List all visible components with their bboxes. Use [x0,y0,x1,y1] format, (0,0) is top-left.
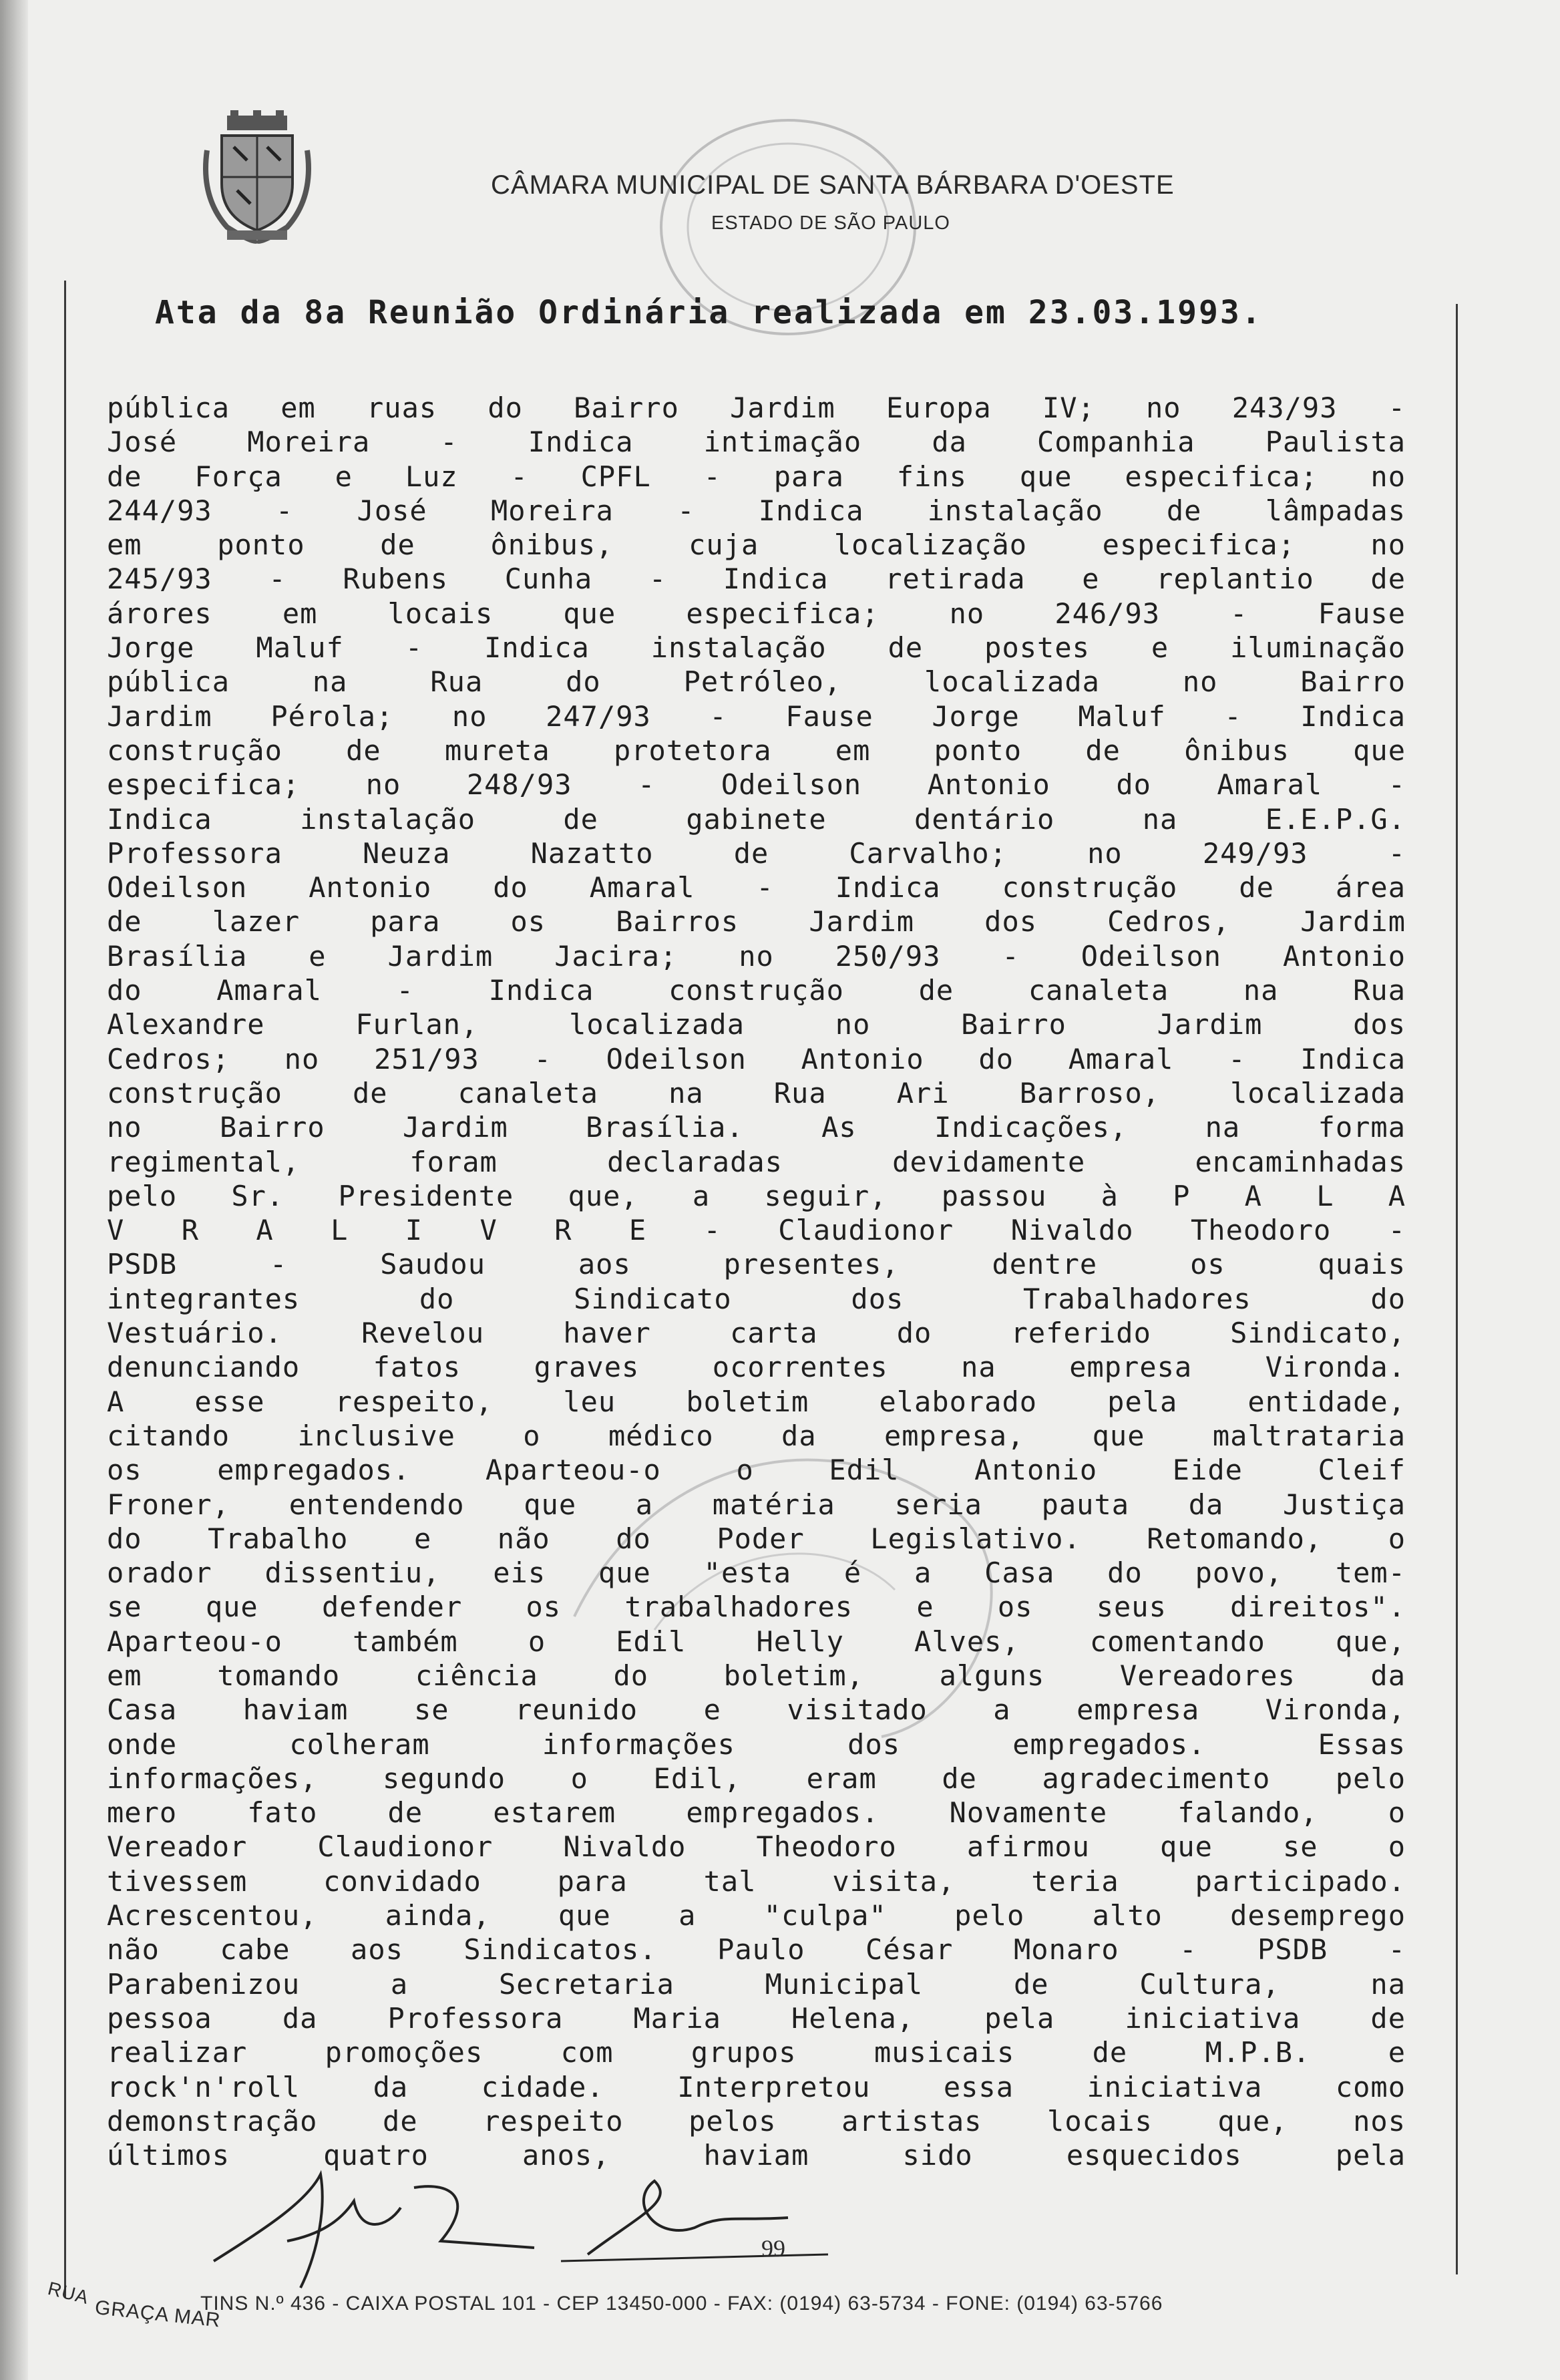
body-line: 244/93 - José Moreira - Indica instalação de lâmpadas [107,494,1406,527]
body-line: Odeilson Antonio do Amaral - Indica construção de área [107,871,1406,904]
minutes-title: Ata da 8a Reunião Ordinária realizada em 23.03.1993. [155,294,1263,331]
body-line: Parabenizou a Secretaria Municipal de Cultura, na [107,1967,1406,2001]
body-line: Acrescentou, ainda, que a "culpa" pelo alto desemprego [107,1899,1406,1932]
body-line: onde colheram informações dos empregados. Essas [107,1727,1406,1761]
body-line: PSDB - Saudou aos presentes, dentre os quais [107,1248,1406,1281]
body-line: árores em locais que especifica; no 246/93 - Fause [107,597,1406,630]
body-line: Alexandre Furlan, localizada no Bairro Jardim dos [107,1008,1406,1041]
chamber-name: CÂMARA MUNICIPAL DE SANTA BÁRBARA D'OESTE [491,170,1175,200]
footer-rua: RUA [45,2278,91,2309]
right-margin-line [1456,304,1458,2274]
body-line: pessoa da Professora Maria Helena, pela iniciativa de [107,2001,1406,2035]
body-line: informações, segundo o Edil, eram de agradecimento pelo [107,1761,1406,1795]
body-line: pelo Sr. Presidente que, a seguir, passou à P A L A [107,1179,1406,1212]
body-line: do Amaral - Indica construção de canaleta na Rua [107,974,1406,1007]
body-line: Indica instalação de gabinete dentário na E.E.P.G. [107,802,1406,836]
body-line: realizar promoções com grupos musicais de M.P.B. e [107,2036,1406,2069]
municipal-coat-of-arms-icon [200,110,314,244]
body-line: em ponto de ônibus, cuja localização especifica; no [107,528,1406,562]
body-line: tivessem convidado para tal visita, teria participado. [107,1864,1406,1898]
left-margin-line [64,281,66,2298]
body-line: especifica; no 248/93 - Odeilson Antonio do Amaral - [107,768,1406,802]
body-line: não cabe aos Sindicatos. Paulo César Monaro - PSDB - [107,1933,1406,1967]
body-line: pública na Rua do Petróleo, localizada no Bairro [107,665,1406,699]
body-line: Vereador Claudionor Nivaldo Theodoro afirmou que se o [107,1830,1406,1864]
body-line: construção de canaleta na Rua Ari Barroso, localizada [107,1076,1406,1110]
body-line: rock'n'roll da cidade. Interpretou essa iniciativa como [107,2070,1406,2103]
body-line: José Moreira - Indica intimação da Companhia Paulista [107,426,1406,459]
body-line: V R A L I V R E - Claudionor Nivaldo Theodoro - [107,1214,1406,1247]
body-line: Brasília e Jardim Jacira; no 250/93 - Odeilson Antonio [107,939,1406,973]
body-line: denunciando fatos graves ocorrentes na empresa Vironda. [107,1351,1406,1384]
state-name: ESTADO DE SÃO PAULO [711,212,950,234]
body-line: se que defender os trabalhadores e os seus direitos". [107,1590,1406,1624]
body-line: Froner, entendendo que a matéria seria pauta da Justiça [107,1488,1406,1521]
body-line: Jorge Maluf - Indica instalação de postes e iluminação [107,631,1406,665]
body-line: citando inclusive o médico da empresa, que maltrataria [107,1419,1406,1452]
body-line: demonstração de respeito pelos artistas locais que, nos [107,2104,1406,2138]
footer-street: GRAÇA MAR [93,2297,222,2332]
body-line: de Força e Luz - CPFL - para fins que especifica; no [107,460,1406,493]
body-line: do Trabalho e não do Poder Legislativo. Retomando, o [107,1522,1406,1555]
footer-address [40,2278,1509,2331]
body-line: no Bairro Jardim Brasília. As Indicações, na forma [107,1111,1406,1144]
body-line: Casa haviam se reunido e visitado a empresa Vironda, [107,1693,1406,1727]
body-line: mero fato de estarem empregados. Novamente falando, o [107,1796,1406,1830]
page-number: 99 [761,2235,785,2262]
body-line: regimental, foram declaradas devidamente encaminhadas [107,1145,1406,1178]
scan-left-edge [0,0,28,2380]
minutes-body [107,391,1406,2172]
footer-contact: TINS N.º 436 - CAIXA POSTAL 101 - CEP 13450-000 - FAX: (0194) 63-5734 - FONE: (0194) 63-5766 [200,2292,1163,2315]
body-line: Vestuário. Revelou haver carta do referido Sindicato, [107,1317,1406,1350]
body-line: de lazer para os Bairros Jardim dos Cedros, Jardim [107,905,1406,939]
body-line: orador dissentiu, eis que "esta é a Casa do povo, tem- [107,1556,1406,1590]
body-line: 245/93 - Rubens Cunha - Indica retirada e replantio de [107,562,1406,596]
body-line: os empregados. Aparteou-o o Edil Antonio Eide Cleif [107,1454,1406,1487]
body-line: A esse respeito, leu boletim elaborado pela entidade, [107,1385,1406,1418]
body-line: construção de mureta protetora em ponto de ônibus que [107,733,1406,767]
body-line: últimos quatro anos, haviam sido esquecidos pela [107,2139,1406,2172]
body-line: Jardim Pérola; no 247/93 - Fause Jorge Maluf - Indica [107,699,1406,733]
body-line: pública em ruas do Bairro Jardim Europa IV; no 243/93 - [107,391,1406,424]
body-line: integrantes do Sindicato dos Trabalhadores do [107,1282,1406,1315]
body-line: Aparteou-o também o Edil Helly Alves, comentando que, [107,1625,1406,1658]
body-line: Professora Neuza Nazatto de Carvalho; no 249/93 - [107,836,1406,870]
body-line: Cedros; no 251/93 - Odeilson Antonio do Amaral - Indica [107,1042,1406,1075]
body-line: em tomando ciência do boletim, alguns Vereadores da [107,1659,1406,1692]
handwritten-signatures [187,2161,855,2294]
